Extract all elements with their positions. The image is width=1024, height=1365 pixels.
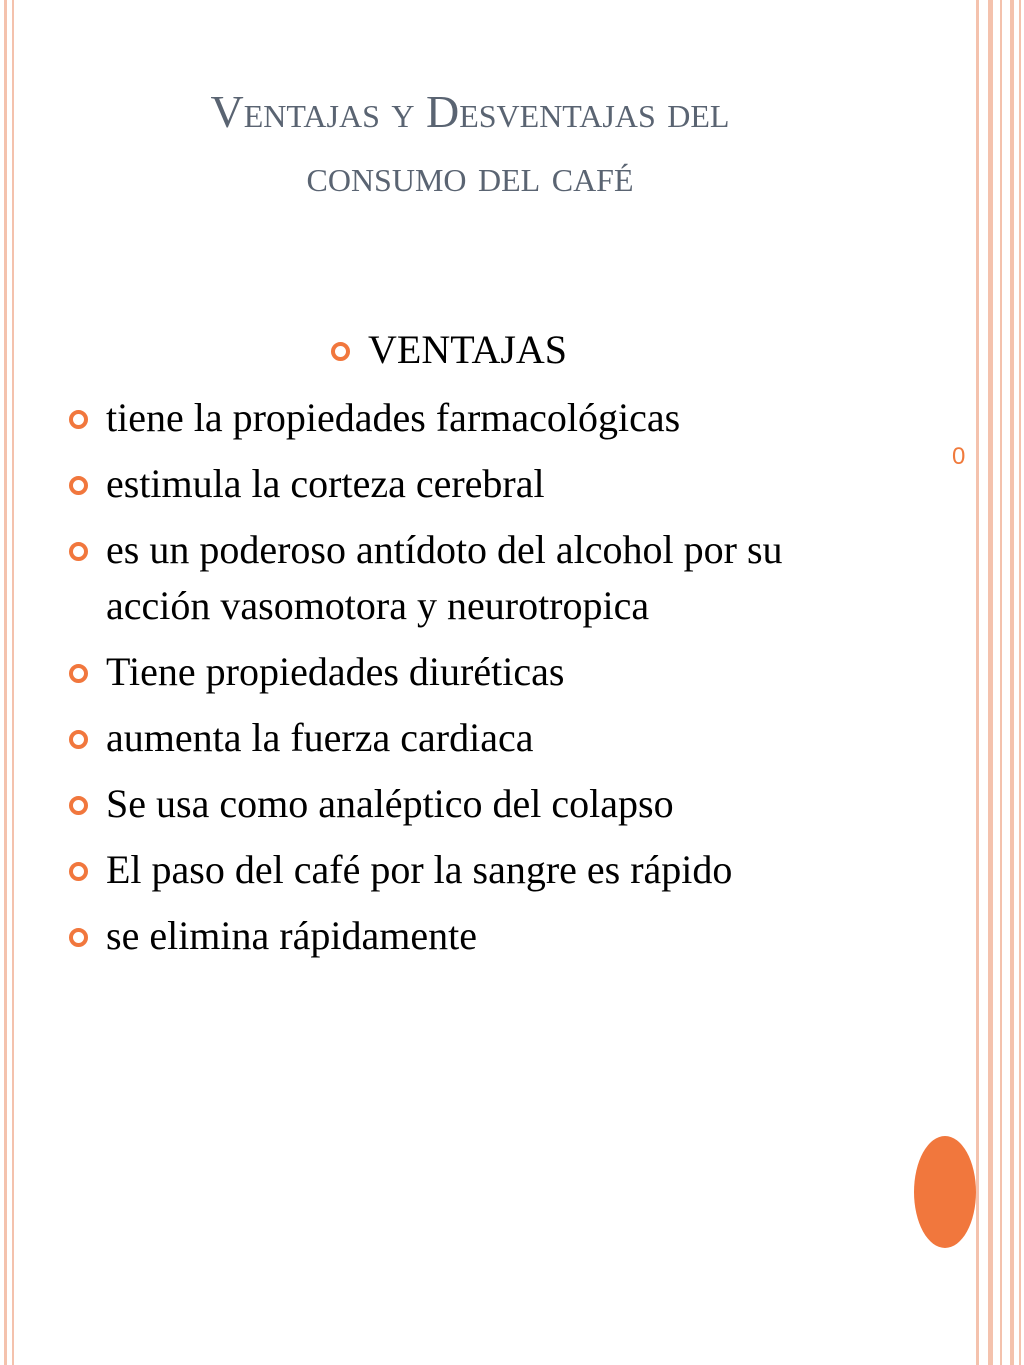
slide-title xyxy=(40,80,900,208)
orange-ring-bullet-icon xyxy=(68,729,89,750)
list-item-text: tiene la propiedades farmacológicas xyxy=(106,395,681,440)
right-border-line-2 xyxy=(988,0,993,1365)
list-item-text: se elimina rápidamente xyxy=(106,913,477,958)
ventajas-heading xyxy=(330,322,567,378)
right-border-line-1 xyxy=(976,0,979,1365)
orange-ring-bullet-icon xyxy=(330,341,351,362)
orange-ring-bullet-icon xyxy=(68,861,89,882)
list-item-text: El paso del café por la sangre es rápido xyxy=(106,847,733,892)
list-item xyxy=(68,776,868,832)
list-item xyxy=(68,710,868,766)
list-item-text: es un poderoso antídoto del alcohol por su acción vasomotora y neurotropica xyxy=(106,527,783,628)
right-border-line-5 xyxy=(1019,0,1021,1365)
ventajas-list xyxy=(68,390,868,974)
orange-ring-bullet-icon xyxy=(68,475,89,496)
list-item-text: Tiene propiedades diuréticas xyxy=(106,649,565,694)
slide-number: 0 xyxy=(952,443,966,470)
list-item-text: aumenta la fuerza cardiaca xyxy=(106,715,534,760)
orange-ring-bullet-icon xyxy=(68,541,89,562)
list-item-text: estimula la corteza cerebral xyxy=(106,461,545,506)
right-border-line-4 xyxy=(1010,0,1014,1365)
orange-ring-bullet-icon xyxy=(68,927,89,948)
list-item xyxy=(68,644,868,700)
orange-ring-bullet-icon xyxy=(68,409,89,430)
left-border-line-outer xyxy=(4,0,7,1365)
right-border-line-3 xyxy=(1000,0,1002,1365)
list-item xyxy=(68,522,868,634)
decorative-orange-oval xyxy=(914,1136,976,1248)
heading-label: VENTAJAS xyxy=(368,327,568,372)
list-item xyxy=(68,842,868,898)
orange-ring-bullet-icon xyxy=(68,795,89,816)
slide-title-line2: consumo del café xyxy=(306,150,634,201)
list-item xyxy=(68,908,868,964)
list-item xyxy=(68,390,868,446)
left-border-line-inner xyxy=(12,0,14,1365)
orange-ring-bullet-icon xyxy=(68,663,89,684)
slide-title-line1: Ventajas y Desventajas del xyxy=(210,86,730,137)
list-item xyxy=(68,456,868,512)
list-item-text: Se usa como analéptico del colapso xyxy=(106,781,674,826)
